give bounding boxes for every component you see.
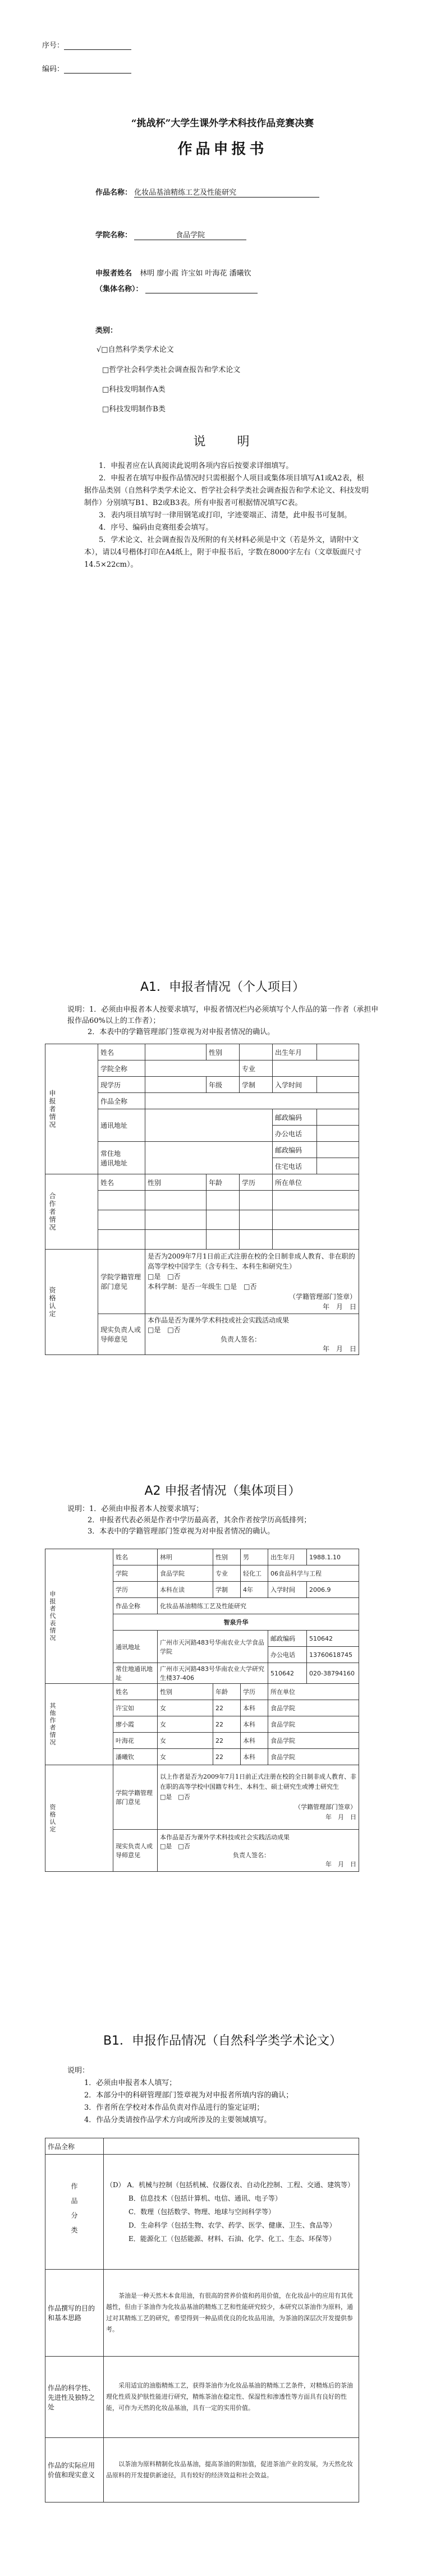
form-title: 作品申报书 (177, 141, 268, 158)
work-name-value: 化妆品基油精练工艺及性能研究 (134, 186, 319, 198)
note-item: 5．学术论文、社会调查报告及所附的有关材料必须是中文（若是外文，请附中文本），请以4号楷体打印在A4纸上，附于申报书后，字数在8000字左右（文章版面尺寸14.5×22cm）。 (84, 536, 362, 569)
a1-side-applicant: 申报者情况 (48, 1089, 56, 1129)
note-item: 4．序号、编码由竞赛组委会填写。 (99, 524, 213, 532)
b1-table: 作品全称 作品分类 （D） A．机械与控制（包括机械、仪器仪表、自动化控制、工程、交通、建筑等） B．信息技术（包括计算机、电信、通讯、电子等） C．数理（包括数学、物理、地球与空间科学等） D．生命科学（包括生物、农学、药学、医学、健康、卫生、食品等） E．能源化工（包括能源、材料、石油、化学、化工、生态、环保等） 作品撰写的目的和基本思路 茶油是一种天然木本食用油，有很高的营养价值和药用价值，在化妆品中的应用有其优越性，但由于茶油作为化妆品基油的精炼工艺和性能研究较少，本研究以茶油作为原料，通过对其精炼工艺的研究，希望得到一种品质优良的化妆品用油，为茶油的深层次开发提供参考。 作品的科学性、先进性及独特之处 采用适宜的油脂精炼工艺，获得茶油作为化妆品基油的精炼工艺条件，对精炼后的茶油理化性质及护肤性能进行研究，精炼茶油在稳定性、保湿性和渗透性等方面具有良好的性能，可作为天然的化妆品基油，具有一定的实用价值。 作品的实际应用价值和现实意义 以茶油为原料精制化妆品基油，提高茶油的附加值，促进茶油产业的发展，为天然化妆品原料的开发提供新途径，具有较好的经济效益和社会效益。 (45, 2138, 359, 2502)
a1-title: A1．申报者情况（个人项目） (140, 980, 305, 994)
school-value: 食品学院 (134, 229, 246, 240)
a2-sub-title: 智泉升华 (113, 1614, 359, 1631)
note-item: 3．表内项目填写时一律用钢笔或打印，字迹要端正、清楚，此申报书可复制。 (99, 511, 352, 520)
category-item-2[interactable]: □哲学社会科学类社会调查报告和学术论文 (102, 366, 241, 374)
a1-side-collab: 合作者情况 (48, 1192, 56, 1232)
serial-line (64, 40, 131, 50)
a2-side-main: 申报者代表情况 (49, 1591, 56, 1642)
serial-field (42, 39, 131, 50)
team-line (145, 284, 258, 293)
a2-table: 申报者代表情况 姓名 林明 性别 男 出生年月 1988.1.10 学院 食品学院 专业 轻化工 06食品科学与工程 学历 本科在读 学制 4年 入学时间 2006.9 作品全称 化妆品基油精练工艺及性能研究 智泉升华 通讯地址 广州市天河路483号华南农业大学食品学院 邮政编码 510642 办公电话 13760618745 常住地通讯地址 广州市天河路483号华南农业大学研究生楼37-406 510642 020-38794160 其他作者情况 姓名 性别 年龄 学历 所在单位 许宝如 女 22 本科 食品学院 廖小霞 女 22 本科 食品学院 叶海花 女 22 本科 食品学院 潘曦钦 女 22 本科 食品学院 资格认定 学院学籍管理部门意见 以上作者是否为2009年7月1日前正式注册在校的全日制非成人教育、非在职的高等学校中国籍专科生、本科生、硕士研究生或博士研究生 □是 □否 （学籍管理部门签章） 年 月 日 现实负责人或导师意见 本作品是否为课外学术科技或社会实践活动成果 □是 □否 负责人签名： 年 月 日 (45, 1549, 359, 1872)
a1-name-cell[interactable] (145, 1044, 207, 1060)
a2-side-cert: 资格认定 (49, 1803, 56, 1833)
a2-side-others: 其他作者情况 (49, 1702, 56, 1746)
b1-notes: 说明： 1．必须由申报者本人填写； 2．本部分中的科研管理部门签章视为对申报者所填内容的确认； 3．作者所在学校对本作品负责对作品进行的鉴定证明； 4．作品分类请按作品学术方向或所涉及的主要领域填写。 (67, 2067, 293, 2124)
code-line (64, 64, 131, 74)
a1-table: 申报者情况 姓名 性别 出生年月 学院全称 专业 现学历 年级 学制 入学时间 作品全称 通讯地址 邮政编码 办公电话 常住地 通讯地址 邮政编码 住宅电话 合作者情况 姓名 性别 年龄 学历 所在单位 资格认定 学院学籍管理部门意见 是否为2009年7月1日前正式注册在校的全日制非成人教育、非在职的高等学校中国学生（含专科生、本科生和研究生） □是 □否 本科学制：是否一年级生 □是 □否 （学籍管理部门签章） 年 月 日 现实负责人或导师意见 本作品是否为课外学术科技或社会实践活动成果 □是 □否 负责人签名： 年 月 日 (45, 1044, 359, 1355)
notes-body (84, 460, 370, 571)
category-item-4[interactable]: □科技发明制作B类 (102, 405, 166, 414)
school-field (95, 229, 246, 240)
a2-notes: 说明：1．必须由申报者本人按要求填写； 2．申报者代表必须是作者中学历最高者，其余作者按学历高低排列； 3．本表中的学籍管理部门签章视为对申报者情况的确认。 (67, 1505, 311, 1536)
check-mark: √ (97, 346, 102, 354)
competition-title: “挑战杯”大学生课外学术科技作品竞赛决赛 (131, 118, 314, 129)
a1-name-label: 姓名 (98, 1044, 145, 1060)
code-field (42, 63, 131, 74)
table-row: 叶海花 女 22 本科 食品学院 (45, 1733, 359, 1749)
team-label: （集体名称）： (95, 285, 143, 293)
category-label: 类别： (95, 327, 118, 335)
serial-label: 序号： (42, 42, 65, 50)
work-name-field (95, 186, 319, 198)
applicants-value: 林明 廖小霞 许宝如 叶海花 潘曦钦 (140, 269, 251, 278)
category-item-1[interactable]: √□自然科学类学术论文 (97, 346, 174, 354)
school-label: 学院名称： (95, 231, 132, 240)
applicants-label: 申报者姓名 (95, 269, 132, 278)
note-item: 2．申报者在填写申报作品情况时只需根据个人项目或集体项目填写A1或A2表，根据作品类别（自然科学类学术论文、哲学社会科学类社会调查报告和学术论文、科技发明制作）分别填写B1、B2或B3表。所有申报者可根据情况填写C表。 (84, 474, 369, 507)
team-field (95, 283, 258, 293)
work-name-label: 作品名称： (95, 189, 132, 197)
applicants-field (95, 267, 251, 278)
category-item-3[interactable]: □科技发明制作A类 (102, 385, 166, 394)
code-label: 编码： (42, 65, 65, 74)
a2-title: A2 申报者情况（集体项目） (144, 1484, 301, 1498)
table-row: 许宝如 女 22 本科 食品学院 (45, 1700, 359, 1716)
a1-side-cert: 资格认定 (48, 1286, 56, 1318)
table-row: 潘曦钦 女 22 本科 食品学院 (45, 1749, 359, 1765)
notes-title: 说 明 (193, 435, 252, 449)
b1-title: B1．申报作品情况（自然科学类学术论文） (103, 2034, 342, 2048)
table-row: 廖小霞 女 22 本科 食品学院 (45, 1716, 359, 1733)
note-item: 1．申报者应在认真阅读此说明各项内容后按要求详细填写。 (99, 462, 293, 470)
a1-notes: 说明：1．必须由申报者本人按要求填写，申报者情况栏内必须填写个人作品的第一作者（承担申报作品60%以上的工作者）； 2．本表中的学籍管理部门签章视为对申报者情况的确认。 (67, 1005, 379, 1036)
